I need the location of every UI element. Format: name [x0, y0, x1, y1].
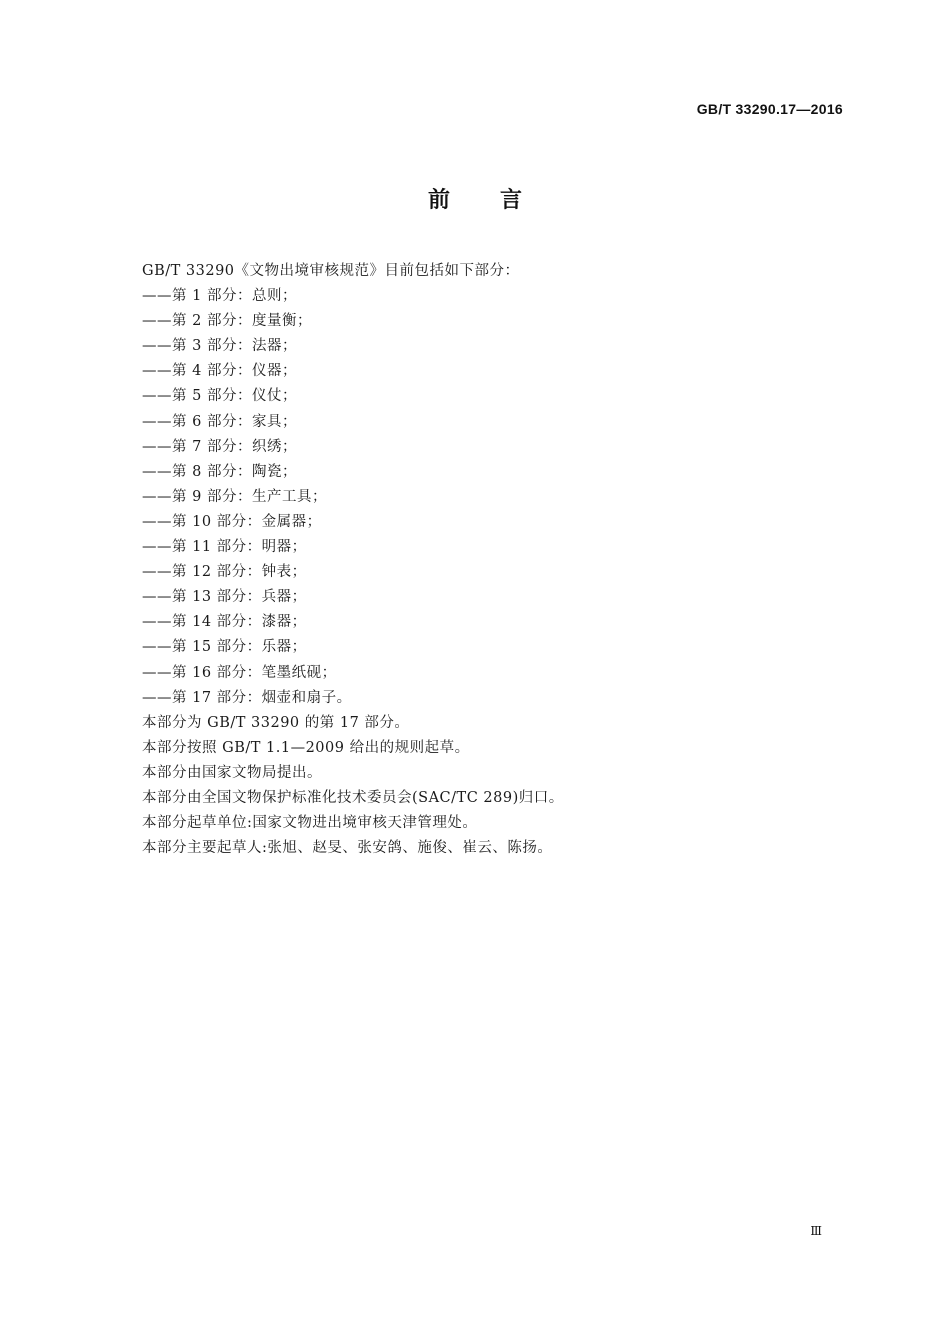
list-item: ——第 17 部分：烟壶和扇子。 [142, 689, 352, 706]
list-item: ——第 15 部分：乐器； [142, 639, 307, 656]
statement-drafting-unit: 本部分起草单位:国家文物进出境审核天津管理处。 [142, 815, 478, 832]
list-item: ——第 13 部分：兵器； [142, 589, 307, 606]
page-title: 前言 [427, 188, 572, 213]
standard-number-header: GB/T 33290.17—2016 [696, 101, 843, 117]
list-item: ——第 7 部分：织绣； [142, 438, 297, 455]
list-item: ——第 10 部分：金属器； [142, 513, 322, 530]
foreword-body [142, 259, 822, 861]
list-item: ——第 4 部分：仪器； [142, 363, 297, 380]
page-number: Ⅲ [810, 1224, 822, 1238]
statement-jurisdiction: 本部分由全国文物保护标准化技术委员会(SAC/TC 289)归口。 [142, 789, 564, 806]
list-item: ——第 9 部分：生产工具； [142, 488, 327, 505]
list-item: ——第 1 部分：总则； [142, 288, 297, 305]
statement-proposed-by: 本部分由国家文物局提出。 [142, 764, 322, 781]
list-item: ——第 3 部分：法器； [142, 338, 297, 355]
statement-drafting-rules: 本部分按照 GB/T 1.1—2009 给出的规则起草。 [142, 739, 470, 756]
list-item: ——第 2 部分：度量衡； [142, 313, 312, 330]
parts-list [142, 284, 822, 711]
list-item: ——第 11 部分：明器； [142, 539, 307, 556]
list-item: ——第 5 部分：仪仗； [142, 388, 297, 405]
statement-drafters: 本部分主要起草人:张旭、赵旻、张安鸽、施俊、崔云、陈扬。 [142, 840, 553, 857]
list-item: ——第 8 部分：陶瓷； [142, 463, 297, 480]
list-item: ——第 6 部分：家具； [142, 413, 297, 430]
list-item: ——第 16 部分：笔墨纸砚； [142, 664, 337, 681]
list-item: ——第 12 部分：钟表； [142, 564, 307, 581]
statement-part-of: 本部分为 GB/T 33290 的第 17 部分。 [142, 714, 410, 731]
intro-paragraph: GB/T 33290《文物出境审核规范》目前包括如下部分： [142, 263, 520, 279]
list-item: ——第 14 部分：漆器； [142, 614, 307, 631]
